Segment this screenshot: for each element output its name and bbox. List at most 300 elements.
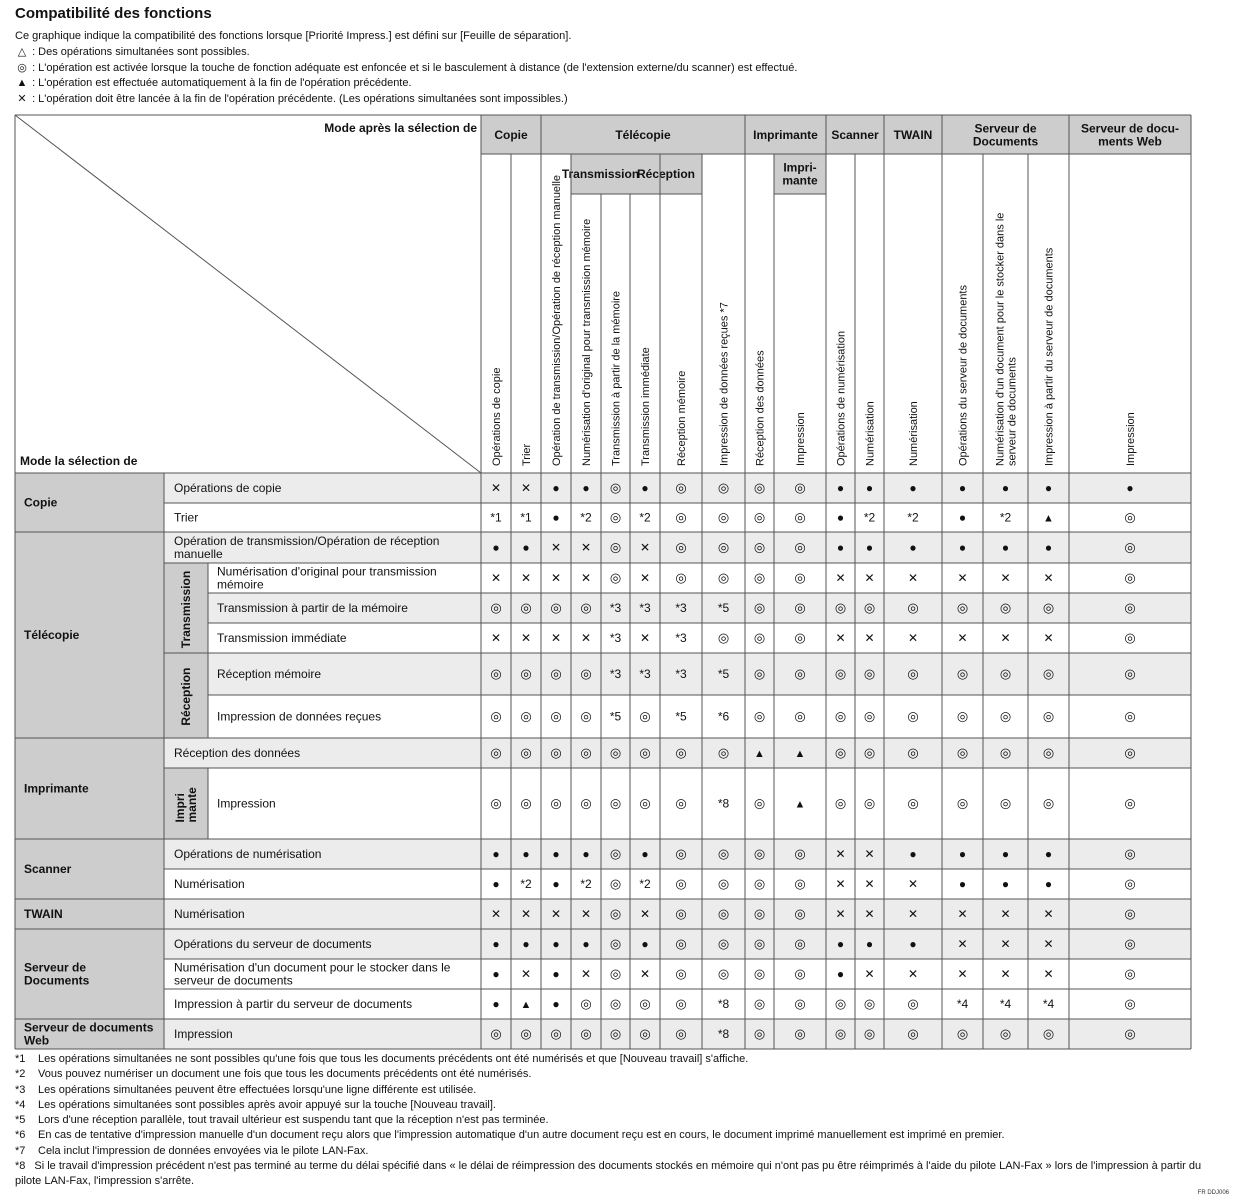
footnote-ref — [610, 710, 622, 724]
double-circle-icon — [835, 745, 846, 760]
double-circle-icon — [675, 540, 686, 555]
column-header — [755, 350, 767, 466]
filled-circle-icon-line: ● — [909, 540, 917, 555]
double-circle-icon — [835, 709, 846, 724]
filled-circle-icon-line: ● — [641, 481, 649, 495]
footnote-ref — [675, 631, 687, 645]
double-circle-icon-line: ◎ — [753, 570, 766, 585]
column-header — [795, 412, 807, 466]
double-circle-icon-line: ◎ — [794, 570, 806, 585]
cross-icon — [1000, 967, 1010, 981]
double-circle-icon — [907, 709, 918, 724]
cross-icon — [835, 877, 845, 891]
row-group-header-line: Serveur de — [24, 960, 87, 975]
double-circle-icon — [1124, 1026, 1135, 1041]
filled-circle-icon-line: ● — [865, 481, 874, 495]
footnote-ref-line: *4 — [999, 997, 1012, 1011]
filled-circle-icon-line: ● — [522, 847, 530, 861]
double-circle-icon — [864, 600, 875, 615]
triangle-filled-icon-line: ▲ — [1043, 512, 1054, 525]
double-circle-icon-line: ◎ — [609, 846, 622, 861]
double-circle-icon-line: ◎ — [609, 539, 622, 555]
double-circle-icon-line: ◎ — [1124, 966, 1136, 981]
double-circle-icon — [490, 666, 501, 681]
row-label-line: Trier — [174, 510, 199, 525]
cross-icon — [835, 847, 845, 861]
cross-icon — [581, 571, 591, 585]
footnote-ref-line: *5 — [717, 601, 730, 615]
cross-icon-line: ✕ — [550, 631, 562, 645]
double-circle-icon — [1043, 709, 1054, 724]
footnote-ref — [718, 1027, 730, 1041]
double-circle-icon — [794, 510, 805, 525]
filled-circle-icon — [837, 511, 844, 525]
column-header — [958, 285, 970, 466]
filled-circle-icon-line: ● — [909, 481, 917, 495]
double-circle-icon-line: ◎ — [609, 966, 622, 981]
triangle-filled-icon-line: ▲ — [520, 999, 532, 1011]
cross-icon — [864, 877, 874, 891]
double-circle-icon-line: ◎ — [907, 600, 919, 615]
cross-icon-line: ✕ — [907, 877, 919, 891]
column-group-header — [615, 128, 671, 142]
double-circle-icon-line: ◎ — [580, 600, 592, 615]
double-circle-icon-line: ◎ — [490, 600, 502, 615]
double-circle-icon-line: ◎ — [1042, 666, 1055, 681]
footnote-number: *6 — [15, 1129, 26, 1142]
cross-icon — [521, 907, 531, 921]
filled-circle-icon-line: ● — [641, 937, 649, 951]
filled-circle-icon — [582, 481, 589, 495]
cross-icon — [957, 967, 967, 981]
cross-icon — [864, 907, 874, 921]
column-header — [908, 401, 920, 466]
double-circle-icon-line: ◎ — [550, 795, 562, 811]
double-circle-icon — [835, 600, 846, 615]
double-circle-icon — [490, 796, 501, 811]
double-circle-icon — [1000, 666, 1011, 681]
row-group-header-line: Web — [24, 1033, 50, 1048]
footnote-ref-line: *2 — [907, 510, 919, 525]
cross-icon — [1000, 631, 1010, 645]
double-circle-icon — [639, 996, 650, 1011]
cross-icon-line: ✕ — [864, 571, 875, 585]
column-header — [581, 219, 593, 466]
cross-icon — [521, 571, 531, 585]
double-circle-icon — [610, 936, 621, 951]
column-header-line: Transmission à partir de la mémoire — [610, 290, 623, 466]
double-circle-icon-line: ◎ — [794, 509, 806, 525]
filled-circle-icon — [552, 967, 559, 981]
cross-icon — [1000, 907, 1010, 921]
column-header-line: Numérisation — [864, 401, 877, 466]
footnote-text: Vous pouvez numériser un document une fois que tous les documents précédents ont été numérisés. — [38, 1068, 532, 1081]
footnote-ref — [520, 877, 532, 891]
footnotes — [15, 1052, 1205, 1190]
double-circle-icon — [520, 745, 531, 760]
footnote-ref-line: *8 — [717, 1027, 730, 1041]
footnote-ref — [675, 667, 687, 681]
column-header — [640, 347, 652, 466]
filled-circle-icon — [866, 541, 873, 555]
footnote-ref — [610, 631, 622, 645]
double-circle-icon-line: ◎ — [675, 906, 687, 921]
filled-circle-icon — [552, 877, 559, 891]
footnote-text: Les opérations simultanées ne sont possibles qu'une fois que tous les documents précédents ont été numérisés et que [Nouveau travail] s'affiche. — [38, 1053, 749, 1065]
filled-circle-icon — [1045, 481, 1052, 495]
row-subgroup-header-line: mante — [185, 787, 199, 823]
footnote — [15, 1144, 1205, 1159]
column-header — [719, 302, 731, 466]
double-circle-icon — [1124, 666, 1135, 681]
double-circle-icon-line: ◎ — [794, 480, 806, 495]
cross-icon-line: ✕ — [907, 967, 919, 981]
double-circle-icon — [580, 996, 591, 1011]
double-circle-icon — [1043, 600, 1054, 615]
double-circle-icon — [610, 846, 621, 861]
double-circle-icon-line: ◎ — [717, 480, 730, 495]
cross-icon — [1043, 631, 1053, 645]
row-label-line: Impression à partir du serveur de documents — [174, 997, 413, 1011]
double-circle-icon — [754, 570, 765, 585]
double-circle-icon-line: ◎ — [520, 708, 532, 724]
filled-circle-icon — [552, 481, 559, 495]
footnote-ref-line: *5 — [717, 667, 730, 681]
double-circle-icon-line: ◎ — [675, 966, 687, 981]
double-circle-icon-line: ◎ — [1124, 996, 1136, 1011]
filled-circle-icon — [837, 481, 844, 495]
double-circle-icon-line: ◎ — [520, 745, 532, 760]
row-label-line: Opération de transmission/Opération de réception — [174, 534, 440, 548]
column-header — [836, 331, 848, 466]
double-circle-icon-line: ◎ — [753, 600, 766, 615]
double-circle-icon — [754, 600, 765, 615]
filled-circle-icon-line: ● — [492, 540, 500, 555]
footnote — [15, 1128, 1205, 1143]
legend-text: : L'opération doit être lancée à la fin de l'opération précédente. (Les opérations simultanées sont impossibles.) — [32, 93, 568, 106]
legend-text: : L'opération est activée lorsque la touche de fonction adéquate est enfoncée et si le basculement à distance (de l'extension externe/du scanner) est effectué. — [32, 61, 798, 74]
double-circle-icon-line: ◎ — [956, 745, 969, 760]
column-group-header-line: Télécopie — [615, 128, 671, 142]
cross-icon-line: ✕ — [864, 877, 875, 891]
filled-circle-icon-line: ● — [909, 847, 917, 861]
footnote-ref — [907, 511, 919, 525]
double-circle-icon-line: ◎ — [490, 708, 502, 724]
double-circle-icon — [610, 510, 621, 525]
corner-bottom-label-line: Mode la sélection de — [20, 454, 138, 468]
cross-icon — [835, 631, 845, 645]
footnote-ref — [639, 667, 651, 681]
double-circle-icon-line: ◎ — [834, 666, 847, 681]
footnote-ref — [610, 601, 622, 615]
filled-circle-icon-line: ● — [492, 997, 500, 1011]
double-circle-icon — [675, 906, 686, 921]
double-circle-icon-line: ◎ — [580, 666, 592, 681]
double-circle-icon-line: ◎ — [717, 630, 730, 645]
cross-icon-line: ✕ — [864, 631, 875, 645]
footnote-ref-line: *4 — [1042, 997, 1055, 1011]
filled-circle-icon-line: ● — [836, 540, 845, 555]
column-header-line: Impression — [1125, 412, 1137, 466]
footnote-ref — [957, 997, 969, 1011]
cross-icon-line: ✕ — [957, 967, 968, 981]
footnote-ref-line: *2 — [863, 510, 876, 525]
filled-circle-icon — [866, 481, 873, 495]
corner-bottom-label — [20, 454, 138, 468]
double-circle-icon-line: ◎ — [907, 795, 919, 811]
footnote-ref — [610, 667, 622, 681]
cross-icon-line: ✕ — [520, 967, 532, 981]
column-header-line: Réception mémoire — [676, 370, 688, 466]
column-subgroup-header — [562, 167, 639, 181]
footnote-number: *1 — [15, 1053, 26, 1065]
double-circle-icon-line: ◎ — [609, 745, 622, 760]
cross-icon-line: ✕ — [639, 907, 651, 921]
double-circle-icon — [754, 936, 765, 951]
filled-circle-icon — [1045, 541, 1052, 555]
row-subgroup-header-line: Transmission — [179, 570, 193, 649]
triangle-filled-icon-line: ▲ — [794, 798, 806, 811]
column-group-header-line: Documents — [972, 134, 1039, 149]
filled-circle-icon-line: ● — [958, 847, 967, 861]
column-group-header — [894, 128, 933, 142]
double-circle-icon-line: ◎ — [863, 666, 876, 681]
filled-circle-icon-line: ● — [958, 540, 967, 555]
footnote-ref-line: *2 — [520, 877, 532, 891]
cross-icon — [521, 967, 531, 981]
double-circle-icon-line: ◎ — [753, 1026, 766, 1041]
double-circle-icon — [718, 540, 729, 555]
filled-circle-icon-line: ● — [492, 967, 500, 981]
double-circle-icon-line: ◎ — [675, 539, 687, 555]
double-circle-icon — [794, 906, 805, 921]
footnote-ref — [580, 511, 592, 525]
column-header-line: Transmission immédiate — [640, 347, 652, 466]
row-group-header-line: Télécopie — [24, 628, 80, 642]
cross-icon-line: ✕ — [550, 571, 562, 585]
cross-icon — [1043, 967, 1053, 981]
row-group-header-line: TWAIN — [24, 907, 63, 921]
double-circle-icon-line: ◎ — [717, 906, 730, 921]
row-group-header-line: Documents — [24, 973, 90, 988]
double-circle-icon-line: ◎ — [1124, 708, 1136, 724]
double-circle-icon-line: ◎ — [863, 708, 876, 724]
double-circle-icon — [1124, 570, 1135, 585]
filled-circle-icon — [641, 481, 648, 495]
row-group-header — [24, 961, 90, 988]
filled-circle-icon — [522, 937, 529, 951]
double-circle-icon-line: ◎ — [834, 795, 847, 811]
row-group-header — [24, 862, 72, 876]
double-circle-icon — [864, 796, 875, 811]
filled-circle-icon-line: ● — [582, 481, 590, 495]
double-circle-icon-line: ◎ — [907, 708, 919, 724]
double-circle-icon-line: ◎ — [753, 795, 766, 811]
cross-icon — [640, 967, 650, 981]
filled-circle-icon-line: ● — [1044, 877, 1053, 891]
column-group-header — [973, 122, 1039, 149]
double-circle-icon-line: ◎ — [675, 996, 687, 1011]
row-label-line: Opérations du serveur de documents — [174, 937, 372, 951]
footnote-ref-line: *2 — [580, 877, 592, 891]
cross-icon-line: ✕ — [639, 967, 651, 981]
row-group-header-line: Scanner — [24, 862, 72, 876]
footnote — [15, 1098, 1205, 1113]
filled-circle-icon-line: ● — [909, 937, 917, 951]
double-circle-icon — [1124, 709, 1135, 724]
intro-text: Ce graphique indique la compatibilité des fonctions lorsque [Priorité Impress.] est défini sur [Feuille de séparation]. — [15, 30, 572, 42]
double-circle-icon-line: ◎ — [520, 600, 532, 615]
double-circle-icon — [520, 709, 531, 724]
double-circle-icon-line: ◎ — [1124, 509, 1136, 525]
double-circle-icon — [1000, 745, 1011, 760]
double-circle-icon-line: ◎ — [609, 906, 622, 921]
double-circle-icon-line: ◎ — [956, 600, 969, 615]
double-circle-icon-line: ◎ — [753, 480, 766, 495]
column-subgroup-header-line: Réception — [636, 167, 696, 181]
double-circle-icon — [754, 966, 765, 981]
cross-icon — [491, 481, 501, 495]
double-circle-icon — [864, 709, 875, 724]
column-subgroup-header-line: Impri- — [783, 160, 817, 175]
cross-icon — [491, 907, 501, 921]
footnote-ref — [490, 511, 502, 525]
double-circle-icon — [1124, 846, 1135, 861]
double-circle-icon — [957, 745, 968, 760]
cross-icon-line: ✕ — [1000, 967, 1011, 981]
cross-icon-line: ✕ — [639, 631, 651, 645]
cross-icon-line: ✕ — [550, 540, 562, 555]
column-header — [865, 401, 877, 466]
cross-icon-line: ✕ — [520, 481, 532, 495]
footnote-ref — [675, 601, 687, 615]
double-circle-icon — [639, 709, 650, 724]
double-circle-icon — [639, 1026, 650, 1041]
column-group-header-line: Scanner — [831, 128, 879, 142]
footnote — [15, 1052, 1205, 1067]
double-circle-icon-line: ◎ — [753, 846, 766, 861]
double-circle-icon-line: ◎ — [675, 1026, 687, 1041]
footnote — [15, 1083, 1205, 1098]
double-circle-icon — [1124, 630, 1135, 645]
double-circle-icon — [794, 846, 805, 861]
footnote-ref-line: *2 — [639, 877, 651, 891]
column-group-header — [831, 128, 879, 142]
filled-circle-icon — [641, 847, 648, 861]
double-circle-icon-line: ◎ — [675, 795, 687, 811]
cross-icon — [864, 847, 874, 861]
double-circle-icon — [1000, 600, 1011, 615]
double-circle-icon — [520, 666, 531, 681]
column-header-line: Impression de données reçues *7 — [718, 302, 731, 466]
triangle-filled-icon — [521, 999, 532, 1011]
footnote-ref — [580, 877, 592, 891]
column-group-header-line: ments Web — [1098, 134, 1162, 149]
legend-text: : L'opération est effectuée automatiquement à la fin de l'opération précédente. — [32, 77, 412, 90]
filled-circle-icon-line: ● — [641, 847, 649, 861]
cross-icon-line: ✕ — [520, 631, 532, 645]
cross-icon-line: ✕ — [835, 847, 846, 861]
footnote-number: *5 — [15, 1114, 26, 1127]
double-circle-icon — [550, 1026, 561, 1041]
column-header-line: Réception des données — [754, 350, 767, 466]
row-subgroup-header — [179, 668, 193, 726]
double-circle-icon-line: ◎ — [520, 1026, 532, 1041]
double-circle-icon — [718, 480, 729, 495]
double-circle-icon — [580, 709, 591, 724]
double-circle-icon — [718, 936, 729, 951]
double-circle-icon — [675, 796, 686, 811]
footnote-ref — [1000, 997, 1012, 1011]
footnote-ref-line: *3 — [675, 601, 687, 615]
cross-icon — [551, 541, 561, 555]
column-header-line: Numérisation d'un document pour le stocker dans le — [994, 212, 1007, 466]
filled-circle-icon-line: ● — [1001, 877, 1010, 891]
cross-icon — [491, 571, 501, 585]
double-circle-icon-line: ◎ — [550, 745, 562, 760]
double-circle-icon — [1124, 600, 1135, 615]
double-circle-icon-line: ◎ — [1124, 666, 1136, 681]
cross-icon — [908, 877, 918, 891]
double-circle-icon — [1124, 540, 1135, 555]
double-circle-icon — [957, 709, 968, 724]
column-group-header — [753, 128, 818, 142]
double-circle-icon-line: ◎ — [490, 795, 502, 811]
column-header-line: Opérations de numérisation — [835, 330, 848, 466]
cross-icon-line: ✕ — [490, 631, 502, 645]
double-circle-icon: ◎ — [17, 61, 27, 74]
filled-circle-icon-line: ● — [552, 510, 560, 525]
double-circle-icon-line: ◎ — [639, 795, 651, 811]
double-circle-icon-line: ◎ — [609, 795, 622, 811]
filled-circle-icon — [959, 541, 966, 555]
column-header-line: Impression — [795, 412, 807, 466]
double-circle-icon — [794, 996, 805, 1011]
footnote-ref — [718, 710, 730, 724]
cross-icon — [491, 631, 501, 645]
double-circle-icon — [675, 570, 686, 585]
filled-circle-icon-line: ● — [958, 510, 967, 525]
cross-icon — [957, 907, 967, 921]
double-circle-icon-line: ◎ — [863, 745, 876, 760]
double-circle-icon — [794, 600, 805, 615]
double-circle-icon — [675, 1026, 686, 1041]
double-circle-icon — [1000, 1026, 1011, 1041]
double-circle-icon-line: ◎ — [753, 876, 766, 891]
row-group-header-line: Serveur de documents — [24, 1020, 154, 1035]
footnote-number: *4 — [15, 1098, 26, 1111]
column-header — [551, 175, 563, 466]
filled-circle-icon — [837, 541, 844, 555]
footnote-ref-line: *6 — [717, 709, 730, 724]
double-circle-icon-line: ◎ — [999, 600, 1012, 615]
double-circle-icon-line: ◎ — [675, 876, 687, 891]
double-circle-icon-line: ◎ — [675, 745, 687, 760]
filled-circle-icon — [522, 847, 529, 861]
footnote-number: *3 — [15, 1083, 26, 1096]
cross-icon — [864, 631, 874, 645]
filled-circle-icon-line: ● — [865, 937, 874, 951]
double-circle-icon-line: ◎ — [999, 708, 1012, 724]
cross-icon-line: ✕ — [1000, 937, 1011, 951]
double-circle-icon — [754, 630, 765, 645]
double-circle-icon — [490, 709, 501, 724]
row-label — [174, 937, 371, 951]
double-circle-icon-line: ◎ — [794, 1026, 806, 1041]
double-circle-icon — [754, 510, 765, 525]
filled-circle-icon — [492, 967, 499, 981]
column-header — [611, 291, 623, 466]
